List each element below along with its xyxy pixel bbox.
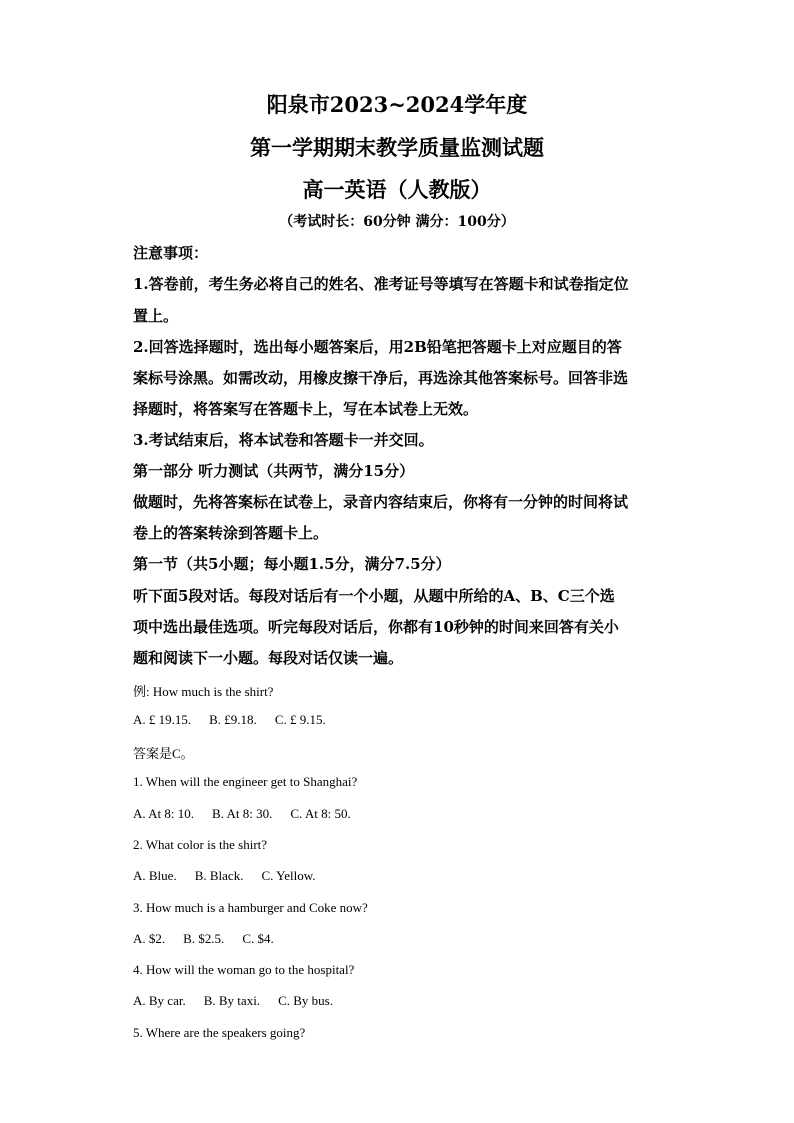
option-b: B. Black.	[194, 868, 244, 883]
notice-line: 1.答卷前，考生务必将自己的姓名、准考证号等填写在答题卡和试卷指定位	[133, 275, 629, 293]
exam-title-line2: 第一学期期末教学质量监测试题	[250, 135, 544, 160]
question-3: 3. How much is a hamburger and Coke now?	[133, 900, 368, 915]
notice-line: 择题时，将答案写在答题卡上，写在本试卷上无效。	[133, 400, 479, 418]
example-answer: 答案是C。	[133, 746, 194, 761]
question-2: 2. What color is the shirt?	[133, 837, 268, 852]
section1-instruction: 听下面5段对话。每段对话后有一个小题，从题中所给的A、B、C三个选	[133, 587, 615, 605]
example-question: 例: How much is the shirt?	[133, 684, 274, 699]
question-1-options	[133, 806, 369, 822]
question-4: 4. How will the woman go to the hospital?	[133, 962, 355, 977]
part1-instruction: 做题时，先将答案标在试卷上，录音内容结束后，你将有一分钟的时间将试	[133, 493, 629, 511]
option-a: A. Blue.	[133, 868, 177, 883]
section1-heading: 第一节（共5小题；每小题1.5分，满分7.5分）	[133, 555, 451, 573]
question-2-options	[133, 868, 334, 884]
option-a: A. By car.	[133, 993, 186, 1008]
exam-title-line1: 阳泉市2023~2024学年度	[266, 92, 528, 117]
option-a: A. $2.	[133, 931, 166, 946]
option-b: B. At 8: 30.	[212, 806, 273, 821]
option-c: C. At 8: 50.	[290, 806, 351, 821]
exam-duration-score: （考试时长：60分钟 满分：100分）	[279, 214, 515, 230]
option-c: C. By bus.	[278, 993, 333, 1008]
option-c: C. £ 9.15.	[274, 712, 326, 727]
option-c: C. Yellow.	[261, 868, 316, 883]
option-b: B. By taxi.	[203, 993, 261, 1008]
option-a: A. At 8: 10.	[133, 806, 195, 821]
notice-line: 置上。	[133, 307, 179, 325]
question-3-options	[133, 931, 292, 947]
section1-instruction: 题和阅读下一小题。每段对话仅读一遍。	[133, 649, 404, 667]
exam-title-line3: 高一英语（人教版）	[302, 177, 492, 202]
option-b: B. $2.5.	[183, 931, 225, 946]
notice-line: 3.考试结束后，将本试卷和答题卡一并交回。	[133, 431, 434, 449]
option-b: B. £9.18.	[209, 712, 257, 727]
notice-line: 2.回答选择题时，选出每小题答案后，用2B铅笔把答题卡上对应题目的答	[133, 338, 622, 356]
section1-instruction: 项中选出最佳选项。听完每段对话后，你都有10秒钟的时间来回答有关小	[133, 618, 619, 636]
part1-instruction: 卷上的答案转涂到答题卡上。	[133, 524, 329, 542]
option-a: A. £ 19.15.	[133, 712, 192, 727]
notice-line: 案标号涂黑。如需改动，用橡皮擦干净后，再选涂其他答案标号。回答非选	[133, 369, 629, 387]
notice-heading: 注意事项：	[133, 244, 209, 262]
example-options	[133, 712, 344, 728]
part1-heading: 第一部分 听力测试（共两节，满分15分）	[133, 462, 415, 480]
question-1: 1. When will the engineer get to Shanghai?	[133, 774, 358, 789]
question-4-options	[133, 993, 351, 1009]
option-c: C. $4.	[242, 931, 274, 946]
question-5: 5. Where are the speakers going?	[133, 1025, 306, 1040]
